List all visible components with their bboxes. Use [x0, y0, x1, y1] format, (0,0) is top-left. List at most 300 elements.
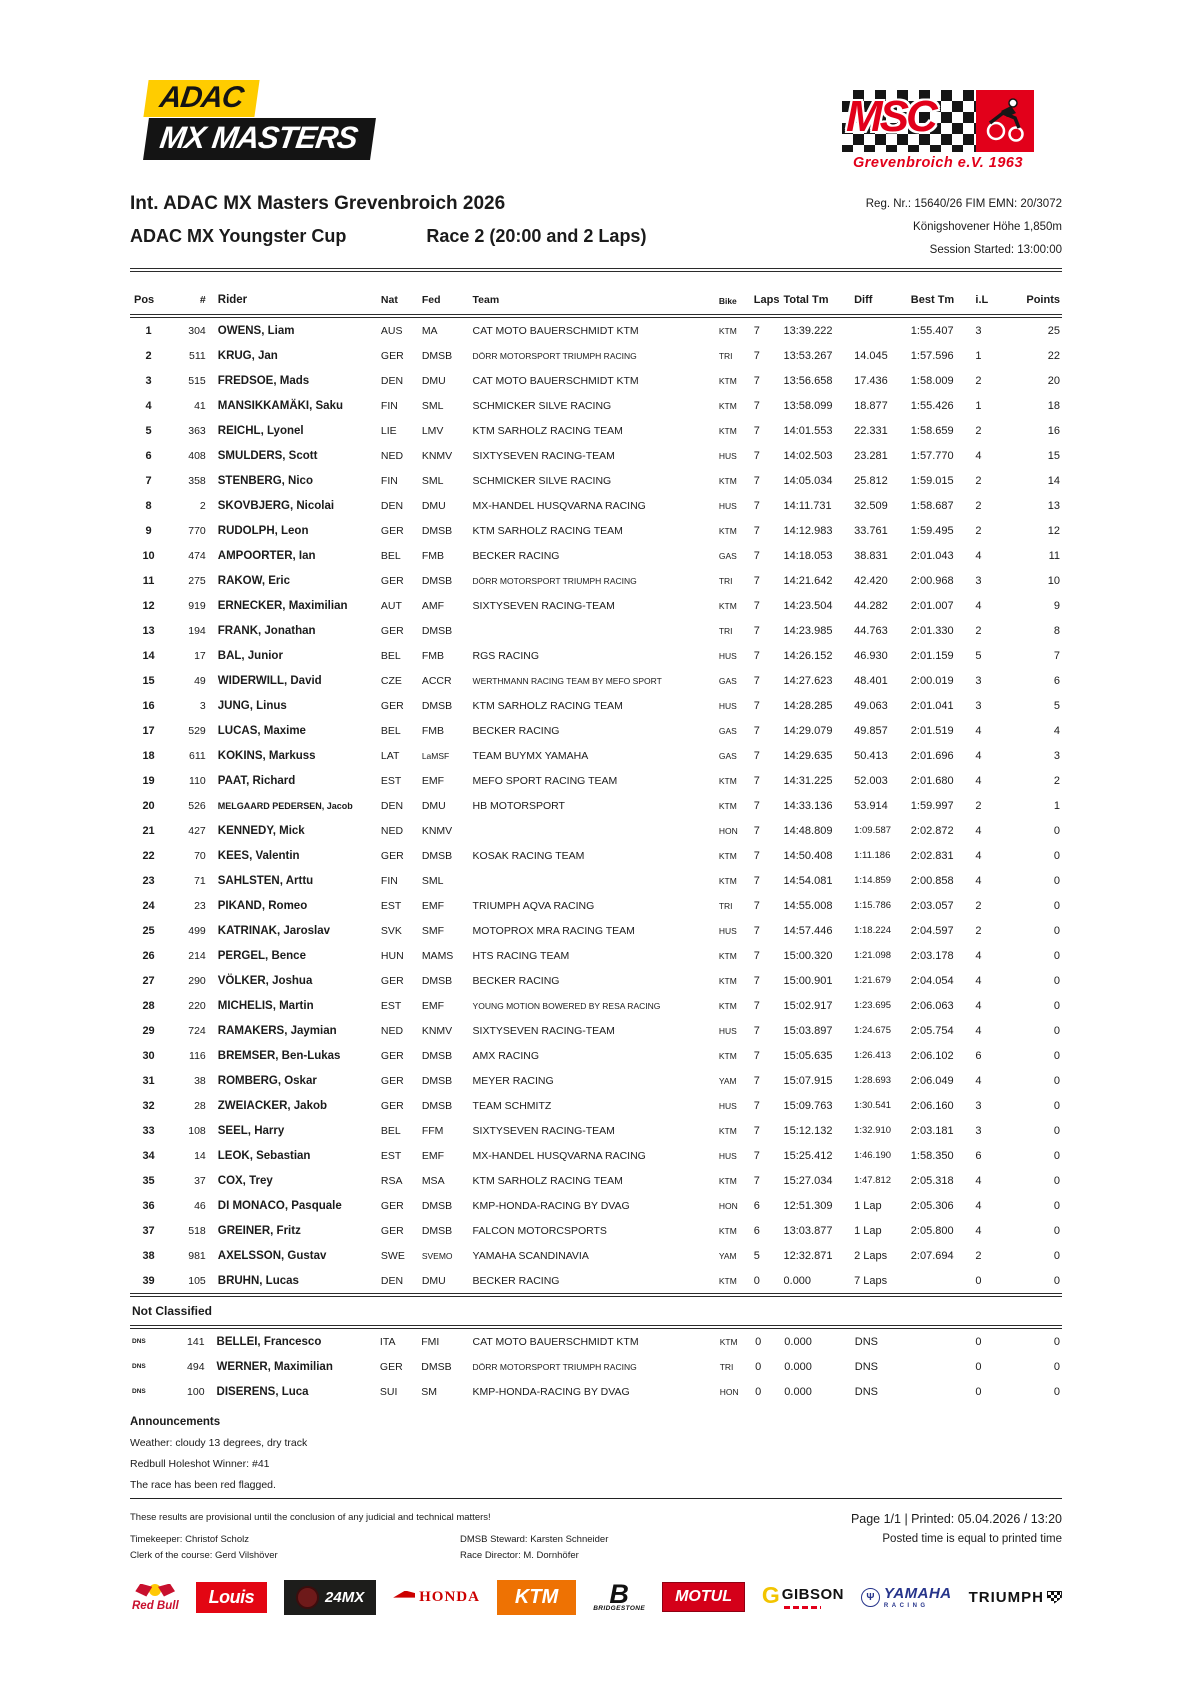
points-cell: 20 — [1047, 374, 1060, 387]
team-cell: SCHMICKER SILVE RACING — [472, 474, 612, 487]
points-cell: 0 — [1053, 949, 1060, 962]
total-cell: 13:58.099 — [783, 399, 833, 412]
bike-cell: KTM — [719, 1336, 738, 1347]
result-row — [130, 1143, 1062, 1168]
laps-cell: 7 — [753, 349, 760, 362]
race-director-note: Race Director: M. Dornhöfer — [460, 1550, 579, 1561]
pos-cell: 37 — [142, 1224, 155, 1237]
fed-cell: SML — [421, 474, 444, 487]
best-cell: 2:01.041 — [910, 699, 954, 712]
result-row — [130, 443, 1062, 468]
clerk-note: Clerk of the course: Gerd Vilshöver — [130, 1550, 278, 1561]
team-cell: WERTHMANN RACING TEAM BY MEFO SPORT — [472, 675, 662, 686]
laps-cell: 7 — [753, 474, 760, 487]
best-cell: 2:06.049 — [910, 1074, 954, 1087]
rider-cell: MICHELIS, Martin — [217, 999, 314, 1012]
rider-cell: PIKAND, Romeo — [217, 899, 308, 912]
nat-cell: AUS — [380, 324, 403, 337]
bike-cell: HUS — [718, 925, 737, 936]
col-header-num: # — [167, 270, 218, 316]
best-cell: 2:03.057 — [910, 899, 954, 912]
num-cell: 275 — [188, 574, 206, 587]
msc-logo-subtext: Grevenbroich e.V. 1963 — [852, 155, 1024, 171]
team-cell: DÖRR MOTORSPORT TRIUMPH RACING — [472, 350, 637, 361]
nat-cell: SWE — [380, 1249, 405, 1262]
diff-cell: 1:46.190 — [854, 1150, 892, 1161]
il-cell: 0 — [975, 1385, 982, 1398]
team-cell: MX-HANDEL HUSQVARNA RACING — [472, 1149, 646, 1162]
total-cell: 14:11.731 — [783, 499, 832, 512]
pos-cell: 33 — [142, 1124, 155, 1137]
rider-cell: VÖLKER, Joshua — [217, 974, 313, 987]
rider-cell: GREINER, Fritz — [217, 1224, 301, 1237]
result-row — [130, 793, 1062, 818]
bike-cell: HUS — [718, 650, 737, 661]
fed-cell: EMF — [421, 999, 444, 1012]
points-cell: 2 — [1053, 774, 1060, 787]
points-cell: 8 — [1053, 624, 1060, 637]
col-header-il: i.L — [975, 270, 1010, 316]
best-cell: 2:05.800 — [910, 1224, 954, 1237]
rider-cell: JUNG, Linus — [217, 699, 287, 712]
col-header-pos: Pos — [130, 270, 167, 316]
best-cell: 2:00.968 — [910, 574, 954, 587]
result-row — [130, 343, 1062, 368]
laps-cell: 7 — [753, 1024, 760, 1037]
fed-cell: AMF — [421, 599, 444, 612]
result-row — [130, 568, 1062, 593]
diff-cell: 42.420 — [854, 574, 888, 587]
announcements-section — [130, 1416, 1062, 1491]
rider-cell: DISERENS, Luca — [216, 1385, 309, 1398]
triumph-wordmark: TRIUMPH — [968, 1588, 1044, 1606]
pos-cell: 16 — [142, 699, 155, 712]
bike-cell: TRI — [718, 350, 733, 361]
fed-cell: DMU — [421, 374, 446, 387]
result-row — [130, 893, 1062, 918]
page-info: Page 1/1 | Printed: 05.04.2026 / 13:20 — [850, 1512, 1062, 1526]
bike-cell: HUS — [718, 450, 737, 461]
num-cell: 526 — [188, 799, 206, 812]
total-cell: 14:54.081 — [783, 874, 833, 887]
team-cell: SIXTYSEVEN RACING-TEAM — [472, 1024, 615, 1037]
laps-cell: 6 — [753, 1199, 760, 1212]
pos-cell: 30 — [142, 1049, 155, 1062]
rider-cell: DI MONACO, Pasquale — [217, 1199, 342, 1212]
points-cell: 1 — [1053, 799, 1060, 812]
nat-cell: GER — [380, 1049, 404, 1062]
bike-cell: KTM — [718, 375, 737, 386]
diff-cell: 18.877 — [854, 399, 888, 412]
best-cell — [912, 1354, 976, 1379]
rider-cell: FRANK, Jonathan — [217, 624, 316, 637]
total-cell: 14:31.225 — [783, 774, 833, 787]
rider-cell: LEOK, Sebastian — [217, 1149, 311, 1162]
team-cell — [473, 868, 719, 893]
pos-cell: 10 — [142, 549, 155, 562]
best-cell: 1:58.687 — [910, 499, 954, 512]
fed-cell: KNMV — [421, 1024, 453, 1037]
team-cell: CAT MOTO BAUERSCHMIDT KTM — [472, 374, 639, 387]
il-cell: 0 — [975, 1360, 982, 1373]
pos-cell: 34 — [142, 1149, 155, 1162]
pos-cell: 31 — [142, 1074, 155, 1087]
announcement-holeshot: Redbull Holeshot Winner: #41 — [130, 1458, 270, 1470]
not-classified-table — [130, 1329, 1062, 1404]
msc-logo-text: MSC — [846, 92, 935, 141]
total-cell: 15:03.897 — [783, 1024, 833, 1037]
footer — [130, 1512, 1062, 1564]
diff-cell: 48.401 — [854, 674, 888, 687]
best-cell: 1:58.350 — [910, 1149, 954, 1162]
fed-cell: LMV — [421, 424, 444, 437]
yamaha-tuningfork-icon: Ψ — [861, 1588, 880, 1607]
pos-cell: 29 — [142, 1024, 155, 1037]
laps-cell: 7 — [753, 974, 760, 987]
result-row — [130, 518, 1062, 543]
total-cell: 0.000 — [784, 1360, 812, 1373]
nat-cell: BEL — [380, 549, 401, 562]
result-row — [130, 1268, 1062, 1293]
bike-cell: KTM — [718, 1000, 737, 1011]
provisional-note: These results are provisional until the conclusion of any judicial and technical matters! — [130, 1512, 491, 1523]
rider-cell: ROMBERG, Oskar — [217, 1074, 317, 1087]
points-cell: 0 — [1053, 1199, 1060, 1212]
yamaha-logo — [861, 1585, 952, 1609]
gibson-red-dashes — [784, 1606, 821, 1609]
announcement-weather: Weather: cloudy 13 degrees, dry track — [130, 1437, 308, 1449]
pos-cell: 21 — [142, 824, 155, 837]
best-cell: 2:05.318 — [910, 1174, 954, 1187]
team-cell: TRIUMPH AQVA RACING — [472, 899, 595, 912]
best-cell: 1:55.426 — [910, 399, 954, 412]
bike-cell: HON — [719, 1386, 739, 1397]
diff-cell: DNS — [854, 1385, 879, 1398]
rider-cell: BELLEI, Francesco — [216, 1335, 322, 1348]
table-header-row — [130, 270, 1062, 316]
laps-cell: 5 — [753, 1249, 760, 1262]
nat-cell: GER — [380, 699, 404, 712]
diff-cell: 17.436 — [854, 374, 888, 387]
col-header-nat: Nat — [381, 270, 422, 316]
pos-cell: 9 — [145, 524, 152, 537]
num-cell: 427 — [188, 824, 206, 837]
nat-cell: DEN — [380, 799, 404, 812]
num-cell: 724 — [188, 1024, 206, 1037]
bike-cell: GAS — [718, 675, 737, 686]
team-cell: SCHMICKER SILVE RACING — [472, 399, 612, 412]
total-cell: 15:12.132 — [783, 1124, 833, 1137]
pos-cell: 36 — [142, 1199, 155, 1212]
team-cell: TEAM SCHMITZ — [472, 1099, 552, 1112]
pos-cell: 25 — [142, 924, 155, 937]
result-row — [130, 543, 1062, 568]
laps-cell: 7 — [753, 849, 760, 862]
rider-cell: KOKINS, Markuss — [217, 749, 316, 762]
diff-cell: 1:32.910 — [854, 1125, 892, 1136]
result-row — [130, 468, 1062, 493]
bike-cell: GAS — [718, 550, 737, 561]
il-cell: 4 — [975, 599, 982, 612]
total-cell: 13:03.877 — [783, 1224, 833, 1237]
diff-cell: 23.281 — [854, 449, 888, 462]
total-cell: 14:21.642 — [783, 574, 833, 587]
fed-cell: SM — [421, 1385, 437, 1398]
title-left — [130, 193, 646, 262]
best-cell: 1:57.596 — [910, 349, 954, 362]
laps-cell: 7 — [753, 824, 760, 837]
num-cell: 363 — [188, 424, 206, 437]
nat-cell: EST — [380, 899, 402, 912]
bike-cell: KTM — [718, 800, 737, 811]
total-cell: 14:23.504 — [783, 599, 833, 612]
bike-cell: KTM — [718, 875, 737, 886]
best-cell: 2:04.597 — [910, 924, 954, 937]
best-cell: 2:01.159 — [910, 649, 954, 662]
bike-cell: TRI — [718, 625, 733, 636]
pos-cell: 18 — [142, 749, 155, 762]
diff-cell: 1:15.786 — [854, 900, 892, 911]
fed-cell: DMSB — [421, 574, 453, 587]
num-cell: 515 — [188, 374, 206, 387]
team-cell: MX-HANDEL HUSQVARNA RACING — [472, 499, 646, 512]
total-cell: 14:01.553 — [783, 424, 833, 437]
total-cell: 15:00.901 — [783, 974, 833, 987]
total-cell: 14:12.983 — [783, 524, 833, 537]
document-body — [130, 0, 1062, 1491]
team-cell — [473, 818, 719, 843]
pos-cell: 2 — [145, 349, 152, 362]
fed-cell: EMF — [421, 899, 444, 912]
nat-cell: DEN — [380, 1274, 404, 1287]
points-cell: 0 — [1053, 899, 1060, 912]
bike-cell: HON — [718, 1200, 738, 1211]
result-row — [130, 943, 1062, 968]
fed-cell: DMSB — [421, 1199, 453, 1212]
pos-cell: 12 — [142, 599, 155, 612]
diff-cell: DNS — [854, 1335, 879, 1348]
laps-cell: 7 — [753, 674, 760, 687]
result-row — [130, 768, 1062, 793]
team-cell: AMX RACING — [472, 1049, 540, 1062]
team-cell: SIXTYSEVEN RACING-TEAM — [472, 449, 615, 462]
nat-cell: GER — [380, 1224, 404, 1237]
triumph-flag-icon — [1047, 1591, 1062, 1604]
diff-cell: 7 Laps — [854, 1274, 888, 1287]
il-cell: 6 — [975, 1149, 982, 1162]
total-cell: 14:48.809 — [783, 824, 833, 837]
col-header-rider: Rider — [218, 270, 381, 316]
bike-cell: TRI — [719, 1361, 734, 1372]
bike-cell: YAM — [718, 1075, 737, 1086]
result-row — [130, 316, 1062, 343]
pos-cell: 6 — [145, 449, 152, 462]
num-cell: 38 — [194, 1074, 206, 1087]
best-cell: 1:59.997 — [910, 799, 954, 812]
num-cell: 46 — [194, 1199, 206, 1212]
result-row — [130, 368, 1062, 393]
nat-cell: EST — [380, 999, 402, 1012]
rider-cell: KRUG, Jan — [217, 349, 278, 362]
pos-cell: 20 — [142, 799, 155, 812]
points-cell: 0 — [1053, 1335, 1060, 1348]
laps-cell: 7 — [753, 524, 760, 537]
pos-cell: 38 — [142, 1249, 155, 1262]
best-cell: 2:06.160 — [910, 1099, 954, 1112]
rider-cell: COX, Trey — [217, 1174, 273, 1187]
result-row — [130, 668, 1062, 693]
diff-cell: 1:26.413 — [854, 1050, 892, 1061]
footer-divider — [130, 1498, 1062, 1499]
il-cell: 4 — [975, 849, 982, 862]
num-cell: 100 — [187, 1385, 205, 1398]
col-header-total: Total Tm — [784, 270, 855, 316]
il-cell: 5 — [975, 649, 982, 662]
rider-cell: AXELSSON, Gustav — [217, 1249, 327, 1262]
gibson-g-icon: G — [761, 1581, 780, 1608]
num-cell: 494 — [187, 1360, 205, 1373]
points-cell: 12 — [1047, 524, 1060, 537]
fed-cell: SML — [421, 874, 444, 887]
nat-cell: GER — [380, 349, 404, 362]
diff-cell: 1:09.587 — [854, 825, 892, 836]
team-cell: YAMAHA SCANDINAVIA — [472, 1249, 589, 1262]
pos-cell: 23 — [142, 874, 155, 887]
nat-cell: DEN — [380, 499, 404, 512]
points-cell: 0 — [1053, 874, 1060, 887]
redbull-wordmark: Red Bull — [132, 1600, 179, 1612]
pos-cell: DNS — [132, 1388, 146, 1395]
diff-cell: 32.509 — [854, 499, 888, 512]
result-row — [130, 993, 1062, 1018]
steward-note: DMSB Steward: Karsten Schneider — [460, 1534, 609, 1545]
laps-cell: 7 — [753, 1099, 760, 1112]
rider-cell: KATRINAK, Jaroslav — [217, 924, 331, 937]
diff-cell: 1:18.224 — [854, 925, 892, 936]
laps-cell: 7 — [753, 649, 760, 662]
col-header-diff: Diff — [854, 270, 911, 316]
team-cell: KTM SARHOLZ RACING TEAM — [472, 524, 623, 537]
fed-cell: DMSB — [421, 974, 453, 987]
team-cell: HTS RACING TEAM — [472, 949, 570, 962]
pos-cell: 19 — [142, 774, 155, 787]
diff-cell: 1:21.679 — [854, 975, 892, 986]
num-cell: 304 — [188, 324, 206, 337]
best-cell: 2:00.858 — [910, 874, 954, 887]
diff-cell: 22.331 — [854, 424, 888, 437]
bike-cell: KTM — [718, 1175, 737, 1186]
diff-cell: 1 Lap — [854, 1199, 882, 1212]
rider-cell: BREMSER, Ben-Lukas — [217, 1049, 341, 1062]
rider-cell: SMULDERS, Scott — [217, 449, 318, 462]
bike-cell: GAS — [718, 725, 737, 736]
sun-icon — [149, 1584, 161, 1596]
result-row — [130, 868, 1062, 893]
nat-cell: GER — [379, 1360, 403, 1373]
team-cell: TEAM BUYMX YAMAHA — [472, 749, 589, 762]
fed-cell: DMSB — [421, 1049, 453, 1062]
points-cell: 14 — [1047, 474, 1060, 487]
il-cell: 4 — [975, 1024, 982, 1037]
diff-cell: 14.045 — [854, 349, 888, 362]
honda-logo — [393, 1589, 480, 1606]
il-cell: 4 — [975, 749, 982, 762]
num-cell: 408 — [188, 449, 206, 462]
nat-cell: EST — [380, 1149, 402, 1162]
best-cell: 2:01.696 — [910, 749, 954, 762]
team-cell: MEFO SPORT RACING TEAM — [472, 774, 618, 787]
points-cell: 0 — [1053, 1249, 1060, 1262]
nat-cell: EST — [380, 774, 402, 787]
num-cell: 290 — [188, 974, 206, 987]
nat-cell: GER — [380, 624, 404, 637]
pos-cell: 15 — [142, 674, 155, 687]
best-cell: 2:01.043 — [910, 549, 954, 562]
points-cell: 7 — [1053, 649, 1060, 662]
total-cell: 13:56.658 — [783, 374, 833, 387]
laps-cell: 7 — [753, 924, 760, 937]
best-cell: 2:01.680 — [910, 774, 954, 787]
laps-cell: 7 — [753, 899, 760, 912]
points-cell: 6 — [1053, 674, 1060, 687]
nat-cell: GER — [380, 1074, 404, 1087]
total-cell: 14:27.623 — [783, 674, 833, 687]
redbull-logo — [132, 1582, 179, 1612]
il-cell: 4 — [975, 824, 982, 837]
diff-cell: DNS — [854, 1360, 879, 1373]
num-cell: 3 — [199, 699, 206, 712]
total-cell: 15:07.915 — [783, 1074, 833, 1087]
total-cell: 14:57.446 — [783, 924, 833, 937]
num-cell: 14 — [194, 1149, 206, 1162]
bike-cell: YAM — [718, 1250, 737, 1261]
laps-cell: 7 — [753, 749, 760, 762]
best-cell: 2:03.181 — [910, 1124, 954, 1137]
team-cell: DÖRR MOTORSPORT TRIUMPH RACING — [472, 575, 637, 586]
laps-cell: 0 — [755, 1335, 762, 1348]
il-cell: 2 — [975, 899, 982, 912]
laps-cell: 7 — [753, 499, 760, 512]
best-cell: 1:57.770 — [910, 449, 954, 462]
team-cell: FALCON MOTORCSPORTS — [472, 1224, 607, 1237]
fed-cell: FMB — [421, 549, 444, 562]
fed-cell: MAMS — [421, 949, 454, 962]
gibson-logo — [761, 1581, 844, 1609]
fed-cell: ACCR — [421, 674, 452, 687]
team-cell: BECKER RACING — [472, 724, 560, 737]
diff-cell: 49.857 — [854, 724, 888, 737]
rider-cell: WERNER, Maximilian — [216, 1360, 333, 1373]
nat-cell: NED — [380, 824, 404, 837]
best-cell — [911, 1268, 976, 1293]
best-cell — [912, 1329, 976, 1354]
total-cell: 15:09.763 — [783, 1099, 833, 1112]
nat-cell: ITA — [379, 1335, 396, 1348]
fed-cell: DMSB — [421, 349, 453, 362]
race-title: Race 2 (20:00 and 2 Laps) — [426, 226, 647, 246]
team-cell: CAT MOTO BAUERSCHMIDT KTM — [472, 324, 639, 337]
result-row — [130, 643, 1062, 668]
mx-masters-logo-text: MX MASTERS — [157, 120, 360, 155]
rider-cell: ERNECKER, Maximilian — [217, 599, 348, 612]
il-cell: 2 — [975, 499, 982, 512]
venue-info: Königshovener Höhe 1,850m — [913, 221, 1062, 233]
team-cell: BECKER RACING — [472, 1274, 560, 1287]
il-cell: 2 — [975, 799, 982, 812]
pos-cell: 4 — [145, 399, 152, 412]
footer-right — [851, 1512, 1062, 1564]
num-cell: 71 — [194, 874, 206, 887]
